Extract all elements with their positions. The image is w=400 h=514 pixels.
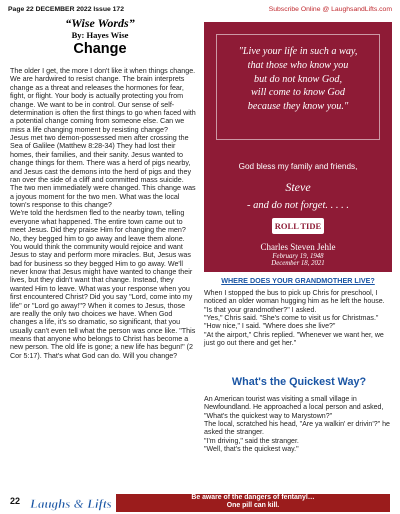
wise-words-heading — [6, 17, 194, 58]
grandmother-title: WHERE DOES YOUR GRANDMOTHER LIVE? — [221, 276, 375, 285]
article-paragraph: Jesus met two demon-possessed men after crossing the Sea of Galilee (Matthew 8:28-34) They had lost their homes, their families, and their sanity. Jesus wanted to change things for them. There was a herd of pigs nearby, and Jesus cast the demons into the herd of pigs and they ran over the side of a cliff and committed mass suicide. The two men immediately were changed. This change was a joyous moment for the two men. What was the local town's response to this change? — [10, 134, 196, 209]
memorial-name: Charles Steven Jehle — [260, 242, 336, 252]
warning-line: Be aware of the dangers of fentanyl… — [191, 494, 315, 501]
quote-line: will come to know God — [251, 87, 345, 99]
grandmother-story — [204, 290, 394, 348]
page-number: 22 — [10, 496, 21, 506]
story-line: "Yes," Chris said. "She's come to visit us for Christmas." — [204, 315, 379, 323]
article-title: Change — [73, 41, 127, 57]
story-line: An American tourist was visiting a small village in Newfoundland. He approached a local person and asked, "What's the quickest way to Marystown?" — [204, 396, 384, 420]
quickest-way-title: What's the Quickest Way? — [231, 376, 367, 388]
subscribe-link[interactable]: Subscribe Online @ LaughsandLifts.com — [268, 6, 392, 13]
birth-date: February 19, 1948 — [272, 253, 324, 260]
death-date: December 18, 2021 — [271, 260, 325, 268]
quote-line: that those who know you — [247, 59, 349, 71]
brand-logo-text: Laughs & Lifts — [30, 496, 112, 511]
quickest-way-story — [204, 396, 394, 454]
story-line: The local, scratched his head, "Are ya walkin' er drivin'?" he asked the stranger. — [204, 421, 390, 437]
quote-line: because they know you." — [247, 101, 349, 113]
story-line: "How nice," I said. "Where does she live?" — [204, 323, 336, 331]
memorial-dates — [204, 253, 392, 267]
memorial-blessing: God bless my family and friends, — [238, 162, 358, 171]
wise-words-article — [10, 67, 196, 360]
story-line: "I'm driving," said the stranger. — [204, 437, 299, 445]
issue-info: Page 22 DECEMBER 2022 Issue 172 — [8, 6, 124, 13]
story-line: "Well, that's the quickest way." — [204, 446, 299, 454]
quote-frame — [216, 34, 380, 140]
memorial-card — [204, 22, 392, 272]
memorial-quote — [217, 45, 379, 114]
roll-tide-logo: ROLL TIDE — [272, 218, 324, 234]
page-footer — [0, 492, 400, 514]
laughs-and-lifts-logo — [26, 492, 124, 514]
memorial-closing: - and do not forget. . . . . — [247, 200, 349, 211]
memorial-signature: Steve — [285, 180, 311, 194]
quote-line: "Live your life in such a way, — [238, 46, 358, 57]
article-paragraph: The older I get, the more I don't like it when things change. We are hardwired to resist change. The brain interprets change as a threat and releases the hormones for fear, fight, or flight. Your body is actually protecting you from change. We want to be in control. Our sense of self-determination is often the first things to go when faced with a potential change coming from someone else. Can we miss a life changing moment by resisting change? — [10, 67, 196, 134]
column-byline: By: Hayes Wise — [71, 30, 129, 40]
story-line: When I stopped the bus to pick up Chris for preschool, I noticed an older woman hugging him as he left the house. "Is that your grandmother?" I asked. — [204, 290, 385, 314]
column-title: “Wise Words” — [65, 16, 135, 30]
quote-line: but do not know God, — [253, 73, 342, 85]
warning-line: One pill can kill. — [226, 502, 280, 509]
story-line: "At the airport," Chris replied. "Whenever we want her, we just go out there and get her." — [204, 331, 384, 348]
fentanyl-warning-banner — [116, 494, 390, 512]
page-header — [6, 4, 394, 16]
article-paragraph: We're told the herdsmen fled to the nearby town, telling everyone what happened. The entire town came out to meet Jesus. Did they praise Him for changing the men? No, they begged him to go away and leave them alone. You would think the community would rejoice and want Jesus to stay and perform more miracles. But, Jesus was bad for business so they begged Him to go away. We'll never know that Jesus might have wanted to change their lives, but they didn't want that change. Instead, they wanted Him to leave. What was your response when you first encountered Christ? Did you say "Lord, come into my life" or "Lord go away!"? When it comes to Jesus, those are really the only two choices we have. When God changes a life, it's so dramatic, so significant, that you usually can't even tell what the person was once like. "This means that anyone who belongs to Christ has become a new person. The old life is gone; a new life has begun!" (2 Cor 5:17). That's what God can do. Will you change? — [10, 209, 196, 360]
